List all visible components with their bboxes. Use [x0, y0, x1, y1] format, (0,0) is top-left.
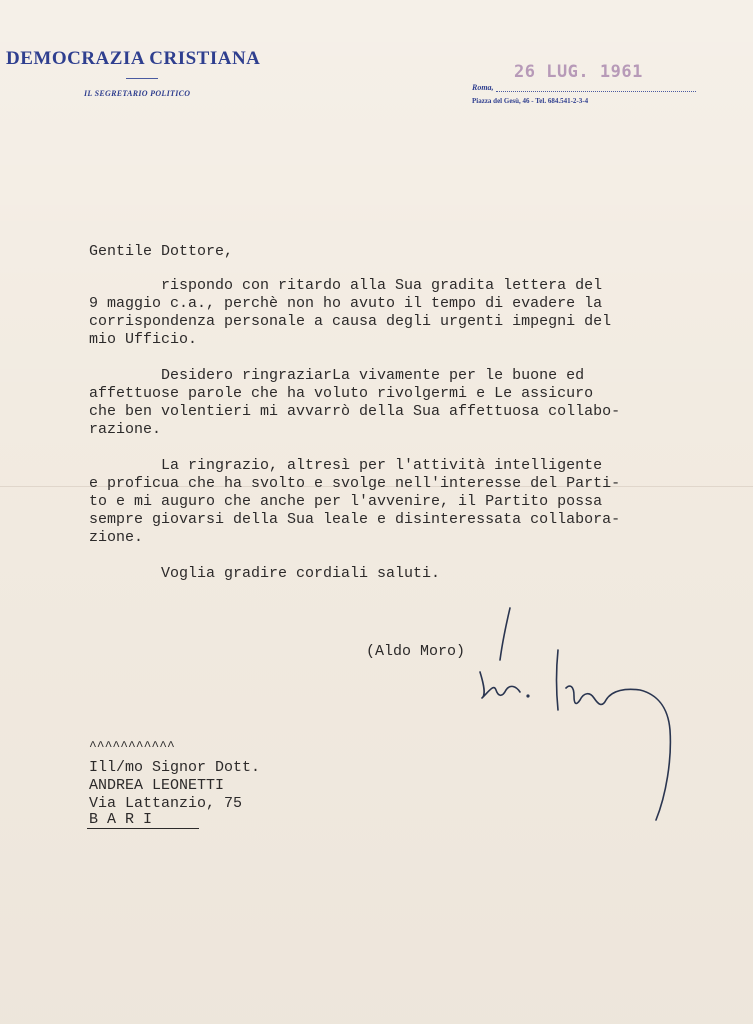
recipient-name: ANDREA LEONETTI — [89, 777, 225, 794]
letterhead-address: Piazza del Gesù, 46 - Tel. 684.541-2-3-4 — [472, 97, 589, 105]
place-line — [472, 83, 696, 95]
letter-line — [89, 547, 620, 565]
recipient-street: Via Lattanzio, 75 — [89, 795, 243, 812]
recipient-marker: ^^^^^^^^^^^ — [89, 739, 175, 754]
handwritten-signature — [470, 600, 690, 830]
letterhead-rule — [126, 78, 158, 79]
letter-line: sempre giovarsi della Sua leale e disinteressata collabora- — [89, 511, 621, 528]
letter-line: razione. — [89, 421, 162, 438]
place-label: Roma, — [472, 83, 494, 92]
letter-line: La ringrazio, altresì per l'attività intelligente — [89, 457, 603, 474]
letter-line: rispondo con ritardo alla Sua gradita lettera del — [89, 277, 603, 294]
letter-line: 9 maggio c.a., perchè non ho avuto il tempo di evadere la — [89, 295, 603, 312]
letter-line — [89, 439, 620, 457]
city-underline — [87, 828, 199, 829]
letter-line: che ben volentieri mi avvarrò della Sua affettuosa collabo- — [89, 403, 621, 420]
signatory-name: (Aldo Moro) — [366, 643, 466, 660]
letterhead-title: DEMOCRAZIA CRISTIANA — [6, 48, 261, 69]
letterhead-subtitle: IL SEGRETARIO POLITICO — [84, 89, 191, 98]
recipient-city: B A R I — [89, 811, 153, 828]
letter-line: e proficua che ha svolto e svolge nell'interesse del Parti- — [89, 475, 621, 492]
letter-line: corrispondenza personale a causa degli urgenti impegni del — [89, 313, 612, 330]
salutation: Gentile Dottore, — [89, 243, 234, 260]
letter-body — [89, 277, 620, 583]
date-stamp: 26 LUG. 1961 — [514, 62, 643, 82]
letter-line: affettuose parole che ha voluto rivolgermi e Le assicuro — [89, 385, 594, 402]
letter-line: mio Ufficio. — [89, 331, 198, 348]
letter-line — [89, 349, 620, 367]
recipient-line-1: Ill/mo Signor Dott. — [89, 759, 261, 776]
letter-line: Voglia gradire cordiali saluti. — [89, 565, 441, 582]
letter-line: zione. — [89, 529, 144, 546]
place-dotted-line — [496, 91, 696, 92]
letter-line: Desidero ringraziarLa vivamente per le buone ed — [89, 367, 585, 384]
letter-line: to e mi auguro che anche per l'avvenire, il Partito possa — [89, 493, 603, 510]
